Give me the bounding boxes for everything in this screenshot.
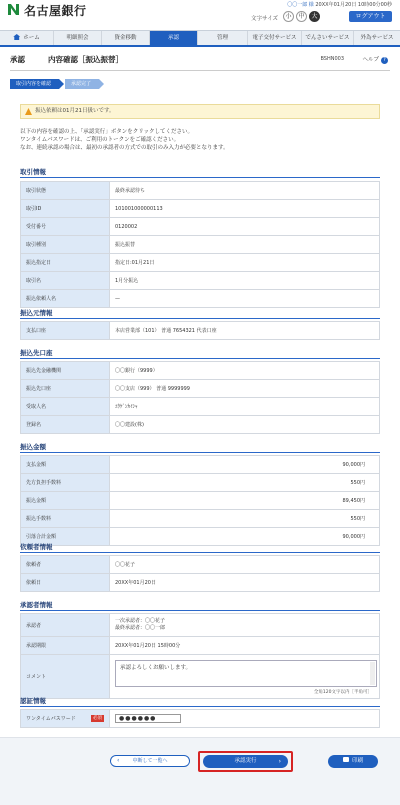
table-row <box>21 528 380 546</box>
row-label: 承認者 <box>21 614 110 637</box>
row-value: 101001000000113 <box>110 200 380 218</box>
comment-text: 承認よろしくお願いします。 <box>120 664 192 671</box>
table-row <box>21 614 380 637</box>
nav-approval[interactable]: 承認 <box>150 31 198 45</box>
row-value: 550円 <box>110 474 380 492</box>
bank-logo-icon <box>7 3 20 16</box>
row-label: 振込先金融機関 <box>21 362 110 380</box>
divider <box>10 70 390 71</box>
row-value: 89,450円 <box>110 492 380 510</box>
section-title-source: 振込元情報 <box>20 309 53 317</box>
row-label: 受取人名 <box>21 398 110 416</box>
table-row <box>21 510 380 528</box>
table-row <box>21 398 380 416</box>
row-label: 振込手数料 <box>21 510 110 528</box>
section-rule <box>20 552 380 553</box>
comment-cell <box>110 655 380 699</box>
row-label: 支払金額 <box>21 456 110 474</box>
intro-text <box>20 128 380 152</box>
otp-label-cell <box>21 710 110 728</box>
row-label: 取引ID <box>21 200 110 218</box>
header <box>0 0 400 32</box>
nav-densai[interactable]: でんさいサービス <box>302 31 354 45</box>
help-label: ヘルプ <box>362 57 379 63</box>
row-label: 取引名 <box>21 272 110 290</box>
user-name[interactable]: 〇〇一郎 様 <box>287 2 314 8</box>
printer-icon <box>343 757 349 762</box>
font-size-medium-button[interactable]: 中 <box>296 11 307 22</box>
print-button[interactable] <box>328 755 378 768</box>
row-label: コメント <box>21 655 110 699</box>
row-value: 〇〇支店（999） 普通 9999999 <box>110 380 380 398</box>
section-title-approver: 承認者情報 <box>20 601 53 609</box>
bank-name: 名古屋銀行 <box>24 4 87 18</box>
row-label: 引落合計金額 <box>21 528 110 546</box>
otp-input[interactable]: ●●●●●● <box>115 714 181 723</box>
row-value: 最終承認待ち <box>110 182 380 200</box>
table-row <box>21 200 380 218</box>
transaction-table <box>20 181 380 308</box>
table-row <box>21 290 380 308</box>
row-label: 先方負担手数料 <box>21 474 110 492</box>
step-complete: 承認完了 <box>65 79 99 89</box>
row-value: 〇〇銀行（9999） <box>110 362 380 380</box>
step-confirm: 取引内容を確認 <box>10 79 59 89</box>
table-row <box>21 272 380 290</box>
row-value: 90,000円 <box>110 456 380 474</box>
table-row <box>21 574 380 592</box>
screen-code: BSHN003 <box>320 56 344 62</box>
row-value: 550円 <box>110 510 380 528</box>
approver-list <box>110 614 380 637</box>
section-rule <box>20 610 380 611</box>
chevron-right-icon: › <box>278 758 281 765</box>
auth-table <box>20 709 380 728</box>
row-label: 振込先口座 <box>21 380 110 398</box>
row-value: 20XX年01月20日 15時00分 <box>110 637 380 655</box>
nav-e-delivery[interactable]: 電子交付サービス <box>248 31 302 45</box>
row-value: 〇〇建設(株) <box>110 416 380 434</box>
table-row <box>21 380 380 398</box>
intro-line: なお、連続承認の場合は、最初の承認者の方式での取引のみ入力が必要となります。 <box>20 145 229 151</box>
font-size-label: 文字サイズ <box>251 16 279 22</box>
row-label: 受付番号 <box>21 218 110 236</box>
back-label: 中断して一覧へ <box>132 758 168 764</box>
row-value: 20XX年01月20日 <box>110 574 380 592</box>
font-size-large-button[interactable]: 大 <box>309 11 320 22</box>
table-row <box>21 492 380 510</box>
logout-button[interactable]: ログアウト <box>349 11 392 22</box>
warning-icon <box>25 108 32 115</box>
section-rule <box>20 706 380 707</box>
row-label: 承認期限 <box>21 637 110 655</box>
row-label: 支払口座 <box>21 322 110 340</box>
otp-label: ワンタイムパスワード <box>26 716 76 722</box>
execute-label: 承認実行 <box>234 758 257 764</box>
final-approver: 最終承認者：〇〇一郎 <box>115 625 166 631</box>
step-indicator <box>10 79 105 89</box>
row-label: 振込金額 <box>21 492 110 510</box>
global-nav <box>0 30 400 47</box>
row-label: 依頼日 <box>21 574 110 592</box>
page-header <box>10 54 390 68</box>
table-row <box>21 254 380 272</box>
execute-approval-button[interactable] <box>203 755 288 768</box>
chevron-left-icon: ‹ <box>117 757 120 764</box>
first-approver: 一次承認者：〇〇花子 <box>115 618 166 624</box>
help-link[interactable] <box>362 55 388 64</box>
required-badge: 必須 <box>93 716 102 721</box>
row-value: 指定日:01月21日 <box>110 254 380 272</box>
row-label: 振込依頼人名 <box>21 290 110 308</box>
section-title-transaction: 取引情報 <box>20 168 46 176</box>
row-value: 90,000円 <box>110 528 380 546</box>
row-value: 1月分振込 <box>110 272 380 290</box>
requester-table <box>20 555 380 592</box>
amount-table <box>20 455 380 546</box>
section-title-auth: 認証情報 <box>20 697 46 705</box>
table-row <box>21 416 380 434</box>
last-login: 20XX年01月20日 10時00分00秒 <box>315 2 392 8</box>
nav-home[interactable] <box>0 31 54 45</box>
back-to-list-button[interactable] <box>110 755 190 767</box>
comment-counter: 全角120文字以内［半角可］ <box>313 689 372 695</box>
row-value: 本店営業部（101） 普通 7654321 代表口座 <box>110 322 380 340</box>
section-rule <box>20 177 380 178</box>
table-row <box>21 182 380 200</box>
table-row <box>21 556 380 574</box>
section-title-requester: 依頼者情報 <box>20 543 53 551</box>
row-value: 〇〇花子 <box>110 556 380 574</box>
comment-textarea[interactable] <box>115 660 377 687</box>
table-row <box>21 322 380 340</box>
print-label: 印刷 <box>351 758 363 764</box>
row-value: 0120002 <box>110 218 380 236</box>
table-row <box>21 362 380 380</box>
page-category: 承認 <box>10 55 25 64</box>
row-label: 取引種別 <box>21 236 110 254</box>
row-value: — <box>110 290 380 308</box>
row-value: ﾕｳｹﾞﾝｶｲｼｬ <box>110 398 380 416</box>
section-rule <box>20 358 380 359</box>
section-title-amount: 振込金額 <box>20 443 46 451</box>
row-value: 振込振替 <box>110 236 380 254</box>
nav-transfer[interactable]: 資金移動 <box>102 31 150 45</box>
notice-text: 振込依頼は01月21日扱いです。 <box>35 108 115 114</box>
row-label: 振込指定日 <box>21 254 110 272</box>
intro-line: ワンタイムパスワードは、ご利用のトークンをご確認ください。 <box>20 137 180 143</box>
font-size-small-button[interactable]: 小 <box>283 11 294 22</box>
section-rule <box>20 452 380 453</box>
row-label: 登録名 <box>21 416 110 434</box>
user-info <box>287 1 392 8</box>
row-label: 依頼者 <box>21 556 110 574</box>
table-row <box>21 474 380 492</box>
table-row <box>21 456 380 474</box>
table-row <box>21 637 380 655</box>
intro-line: 以下の内容を確認の上、「承認実行」ボタンをクリックしてください。 <box>20 129 194 135</box>
table-row <box>21 710 380 728</box>
section-rule <box>20 318 380 319</box>
nav-home-label: ホーム <box>23 35 40 41</box>
table-row <box>21 236 380 254</box>
comment-scrollbar[interactable] <box>370 662 375 685</box>
nav-statement[interactable]: 明細照会 <box>54 31 102 45</box>
help-icon: ? <box>381 57 388 64</box>
nav-management[interactable]: 管理 <box>198 31 248 45</box>
notice-box <box>20 104 380 119</box>
destination-table <box>20 361 380 434</box>
home-icon <box>13 34 20 40</box>
approver-table <box>20 613 380 699</box>
table-row <box>21 218 380 236</box>
row-label: 取引状態 <box>21 182 110 200</box>
section-title-destination: 振込先口座 <box>20 349 53 357</box>
source-table <box>20 321 380 340</box>
nav-forex[interactable]: 外為サービス <box>360 35 394 41</box>
table-row <box>21 655 380 699</box>
otp-cell <box>110 710 380 728</box>
page-title: 内容確認［振込振替］ <box>48 55 123 64</box>
